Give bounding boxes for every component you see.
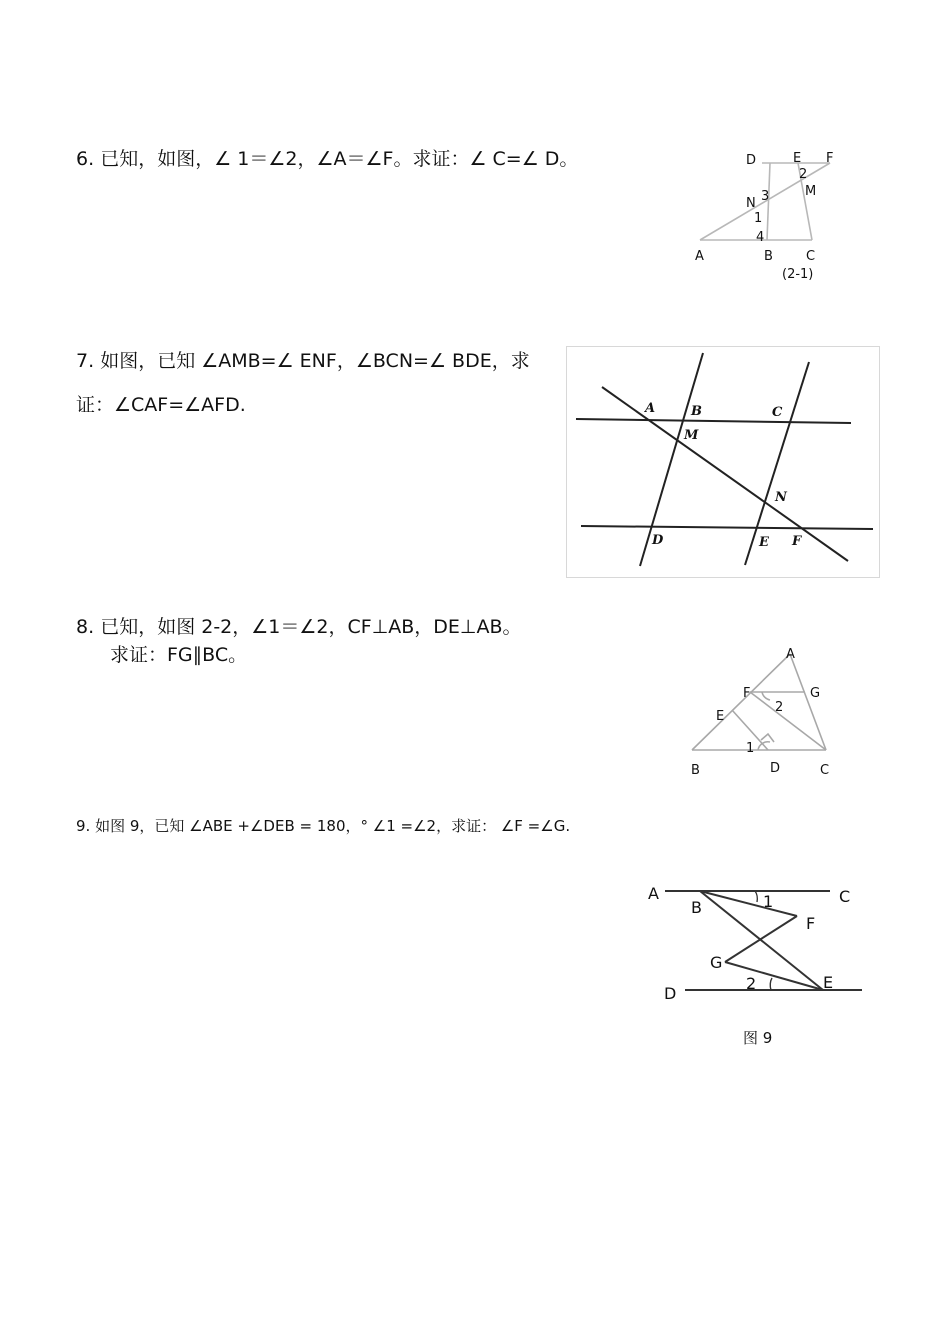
label-B: B [691,404,702,419]
problem-number: 8. [76,616,95,638]
label-C: C [839,887,851,906]
label-A: A [645,401,656,416]
label-E: E [823,973,834,992]
label-D: D [664,984,677,1003]
label-N: N [775,490,787,505]
problem-number: 7. [76,350,95,372]
problem-8-line2 [110,646,247,665]
label-1: 1 [746,741,755,756]
problem-number: 6. [76,148,95,170]
label-M: M [805,184,817,199]
label-2: 2 [799,167,808,182]
problem-text: 如图，已知 ∠AMB=∠ ENF，∠BCN=∠ BDE，求 [100,350,530,372]
label-E: E [793,151,802,166]
label-F: F [826,151,834,166]
label-C: C [806,249,816,264]
label-E: E [716,709,725,724]
figure-9-caption: 图 9 [743,1029,773,1047]
label-B: B [764,249,773,264]
label-4: 4 [756,230,765,245]
label-F: F [792,534,802,549]
label-D: D [770,761,781,776]
problem-number: 9. [76,817,91,835]
problem-7-line2 [76,396,246,415]
label-E: E [759,535,769,550]
label-D: D [746,153,757,168]
label-A: A [648,884,659,903]
problem-text: 已知，如图，∠ 1＝∠2，∠A＝∠F。求证：∠ C=∠ D。 [100,148,579,170]
label-C: C [772,405,783,420]
figure-7 [566,346,881,578]
label-M: M [684,428,699,443]
label-G: G [810,686,821,701]
label-2: 2 [775,700,784,715]
label-2: 2 [746,974,757,993]
figure-6 [690,148,840,288]
problem-text: 证：∠CAF=∠AFD. [76,394,246,416]
label-1: 1 [754,211,763,226]
problem-6 [76,150,578,169]
label-A: A [695,249,704,264]
label-N: N [746,196,756,211]
figure-9 [640,878,870,1008]
label-F: F [806,914,816,933]
problem-text: 已知，如图 2-2，∠1＝∠2，CF⊥AB，DE⊥AB。 [100,616,522,638]
label-G: G [710,953,723,972]
problem-text: 如图 9，已知 ∠ABE +∠DEB = 180，° ∠1 =∠2，求证： ∠F =∠G. [95,817,571,835]
label-D: D [652,533,664,548]
label-3: 3 [761,189,770,204]
problem-7-line1 [76,352,530,371]
figure-8 [680,642,840,782]
label-1: 1 [763,892,774,911]
problem-8-line1 [76,618,522,637]
figure-caption: (2-1) [782,267,814,282]
label-B: B [691,898,702,917]
label-B: B [691,763,700,778]
label-C: C [820,763,830,778]
label-A: A [786,647,795,662]
label-F: F [743,686,751,701]
problem-9 [76,819,570,834]
problem-text: 求证：FG∥BC。 [110,644,248,666]
